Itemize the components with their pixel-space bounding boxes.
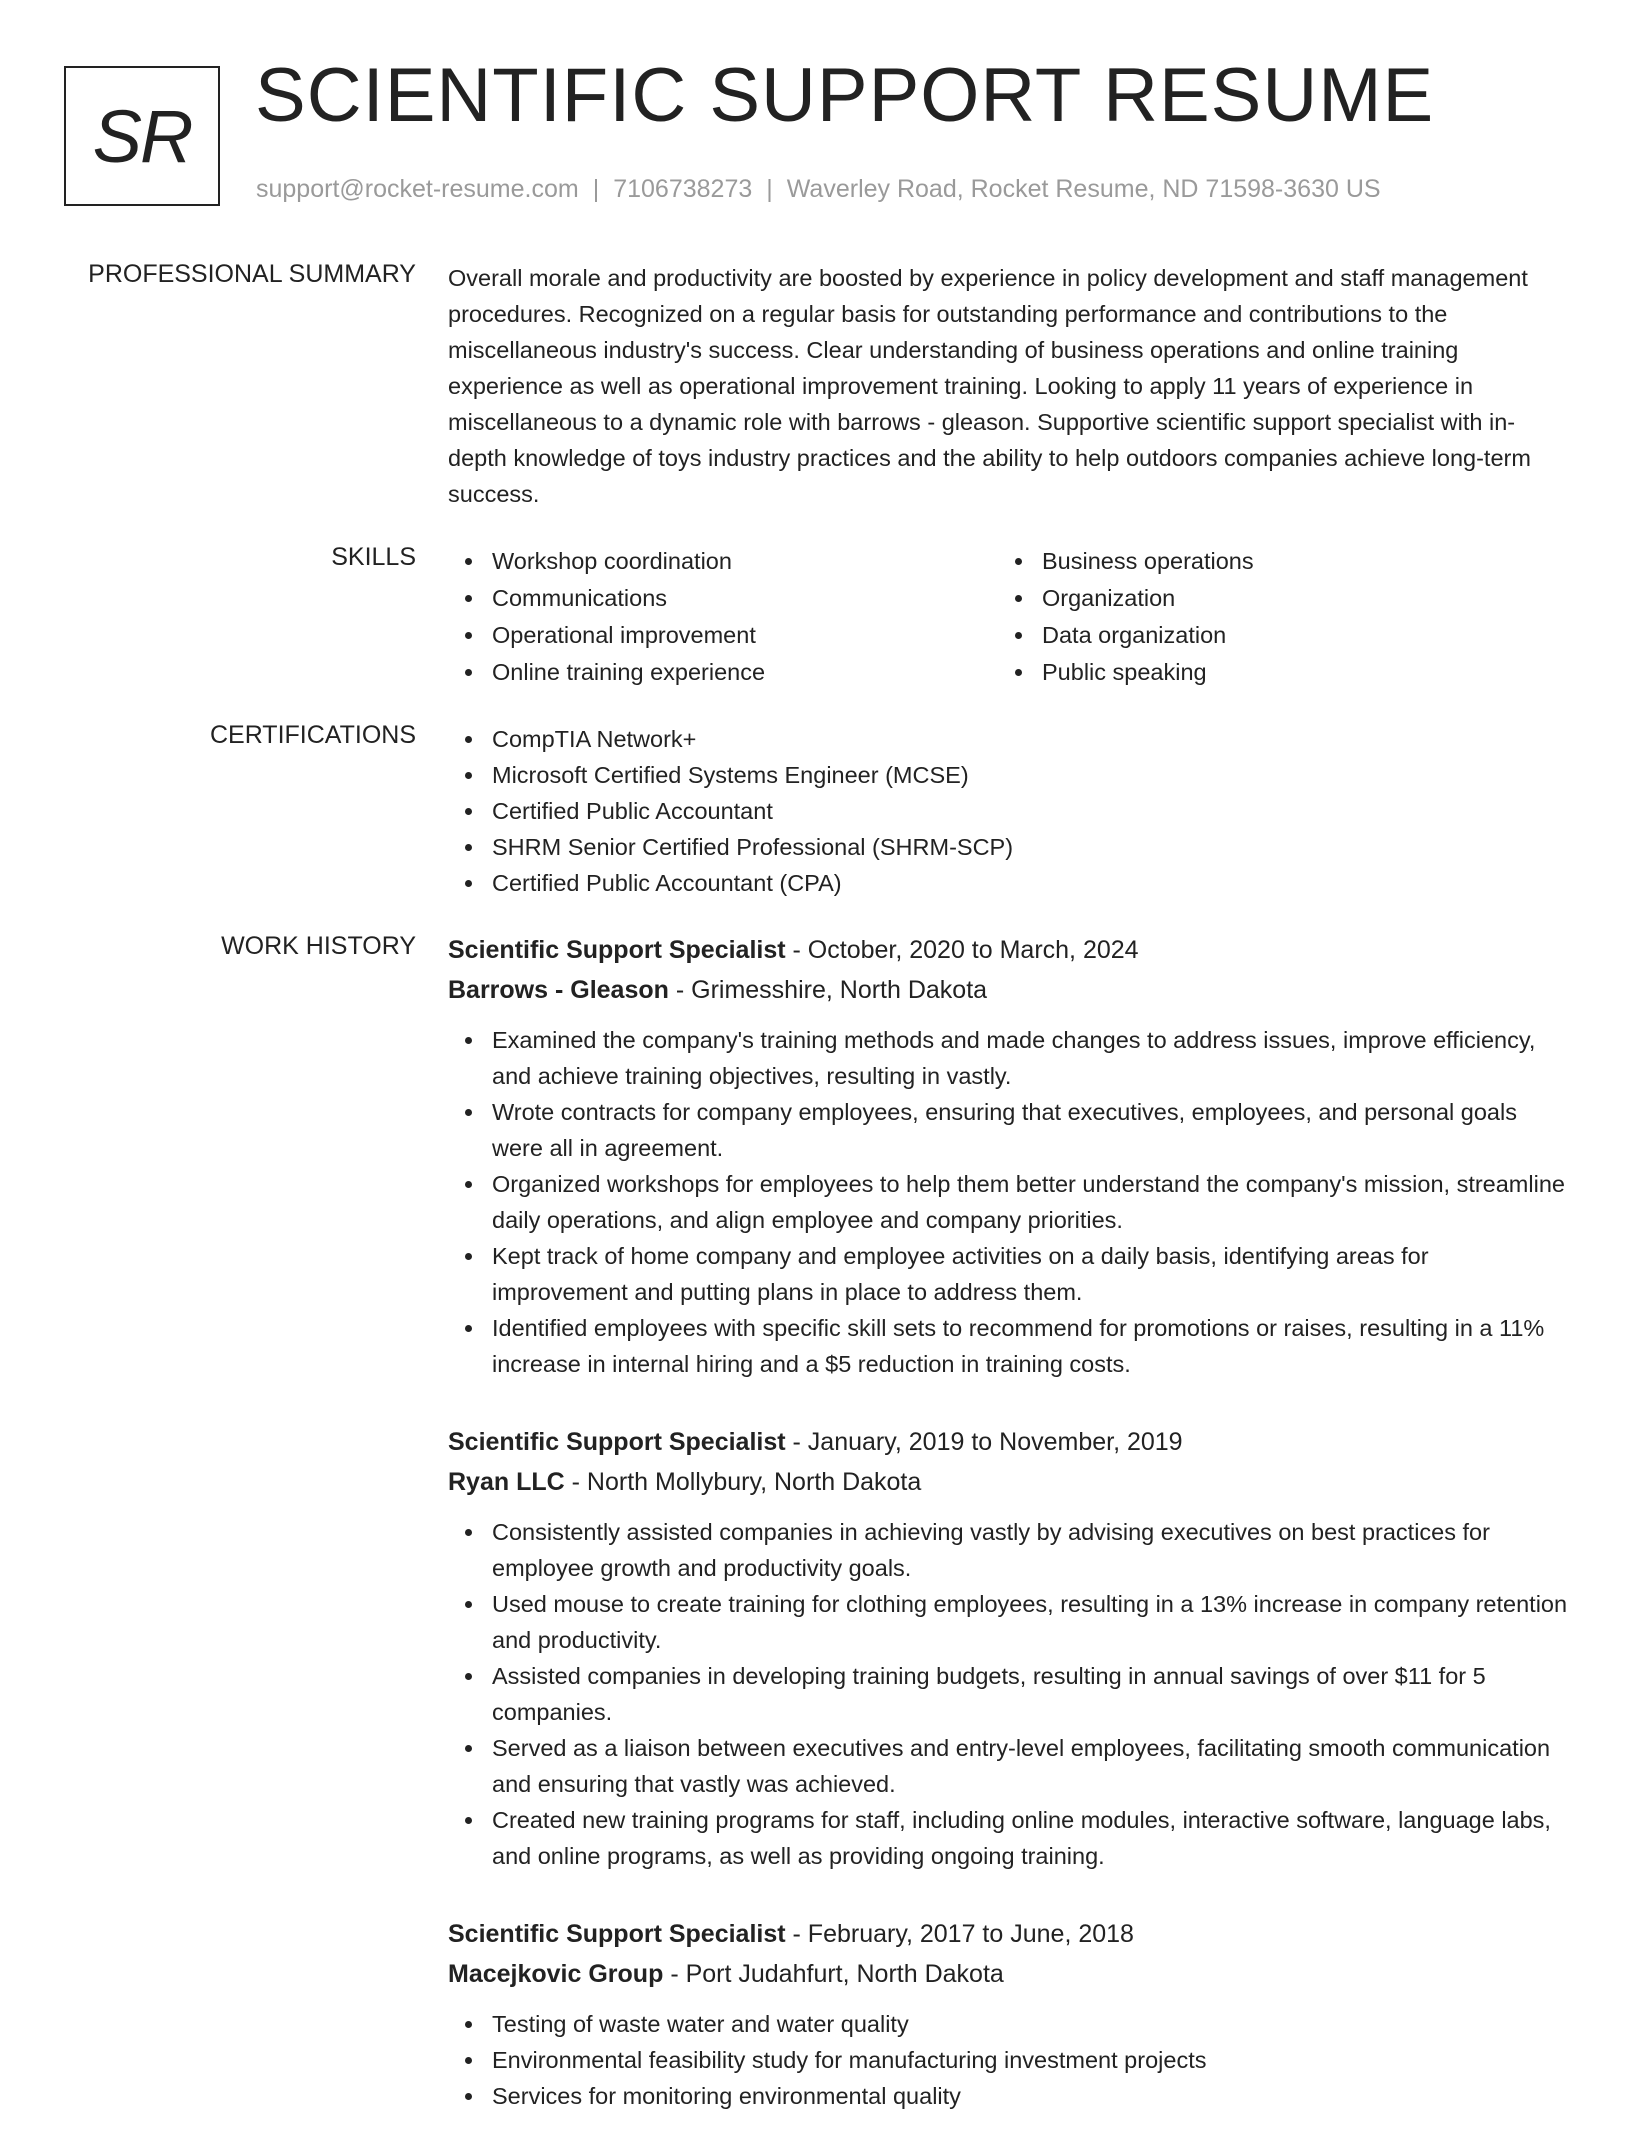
job-company-line	[448, 970, 1568, 1010]
job-company: Barrows - Gleason	[448, 976, 669, 1004]
skill-item: Workshop coordination	[448, 543, 998, 580]
job-company-line	[448, 1954, 1568, 1994]
job-bullet: Served as a liaison between executives and entry-level employees, facilitating smooth communication and ensuring that vastly was achieved.	[448, 1730, 1568, 1802]
job-entry	[448, 930, 1568, 1382]
job-bullet: Services for monitoring environmental quality	[448, 2078, 1568, 2114]
skill-item: Operational improvement	[448, 617, 998, 654]
job-bullet: Assisted companies in developing training budgets, resulting in annual savings of over $11 for 5 companies.	[448, 1658, 1568, 1730]
job-bullet: Examined the company's training methods and made changes to address issues, improve efficiency, and achieve training objectives, resulting in vastly.	[448, 1022, 1568, 1094]
skill-item: Organization	[998, 580, 1548, 617]
job-title-line	[448, 1914, 1568, 1954]
skills-list-left	[448, 543, 998, 691]
job-bullet: Created new training programs for staff, including online modules, interactive software, language labs, and online programs, as well as providing ongoing training.	[448, 1802, 1568, 1874]
job-bullet: Used mouse to create training for clothing employees, resulting in a 13% increase in company retention and productivity.	[448, 1586, 1568, 1658]
certification-item: SHRM Senior Certified Professional (SHRM-SCP)	[448, 829, 1568, 865]
job-title: Scientific Support Specialist	[448, 1920, 786, 1948]
certifications-list	[448, 721, 1568, 901]
skill-item: Public speaking	[998, 654, 1548, 691]
job-title-line	[448, 1422, 1568, 1462]
summary-text: Overall morale and productivity are boosted by experience in policy development and staff management procedures. Recognized on a regular basis for outstanding performance and contributions to the miscellaneous industry's success. Clear understanding of business operations and online training experience as well as operational improvement training. Looking to apply 11 years of experience in miscellaneous to a dynamic role with barrows - gleason. Supportive scientific support specialist with in-depth knowledge of toys industry practices and the ability to help outdoors companies achieve long-term success.	[448, 265, 1531, 507]
monogram-logo: SR	[64, 66, 220, 206]
job-title-line	[448, 930, 1568, 970]
skills-heading: SKILLS	[331, 543, 416, 571]
skill-item: Data organization	[998, 617, 1548, 654]
job-location: - North Mollybury, North Dakota	[571, 1468, 922, 1496]
work-history-heading: WORK HISTORY	[221, 932, 416, 960]
certification-item: Certified Public Accountant (CPA)	[448, 865, 1568, 901]
job-bullet: Identified employees with specific skill sets to recommend for promotions or raises, resulting in a 11% increase in internal hiring and a $5 reduction in training costs.	[448, 1310, 1568, 1382]
skill-item: Online training experience	[448, 654, 998, 691]
job-location: - Grimesshire, North Dakota	[675, 976, 988, 1004]
certification-item: Microsoft Certified Systems Engineer (MCSE)	[448, 757, 1568, 793]
job-bullets	[448, 2006, 1568, 2114]
contact-separator: |	[592, 175, 600, 203]
summary-heading: PROFESSIONAL SUMMARY	[88, 260, 416, 288]
job-dates: - February, 2017 to June, 2018	[792, 1920, 1134, 1948]
skill-item: Communications	[448, 580, 998, 617]
phone-number: 7106738273	[613, 175, 753, 203]
job-company: Ryan LLC	[448, 1468, 565, 1496]
job-title: Scientific Support Specialist	[448, 936, 786, 964]
job-title: Scientific Support Specialist	[448, 1428, 786, 1456]
certifications-heading: CERTIFICATIONS	[209, 721, 416, 749]
job-dates: - January, 2019 to November, 2019	[792, 1428, 1183, 1456]
certification-item: Certified Public Accountant	[448, 793, 1568, 829]
job-entry	[448, 1914, 1568, 2114]
job-company-line	[448, 1462, 1568, 1502]
contact-separator: |	[766, 175, 773, 203]
job-bullet: Organized workshops for employees to help them better understand the company's mission, streamline daily operations, and align employee and company priorities.	[448, 1166, 1568, 1238]
certification-item: CompTIA Network+	[448, 721, 1568, 757]
job-company: Macejkovic Group	[448, 1960, 664, 1988]
skill-item: Business operations	[998, 543, 1548, 580]
job-dates: - October, 2020 to March, 2024	[792, 936, 1139, 964]
skills-list-right	[998, 543, 1548, 691]
job-bullets	[448, 1022, 1568, 1382]
job-bullet: Kept track of home company and employee activities on a daily basis, identifying areas for improvement and putting plans in place to address them.	[448, 1238, 1568, 1310]
job-location: - Port Judahfurt, North Dakota	[670, 1960, 1004, 1988]
job-bullet: Environmental feasibility study for manufacturing investment projects	[448, 2042, 1568, 2078]
job-entry	[448, 1422, 1568, 1874]
job-bullet: Wrote contracts for company employees, ensuring that executives, employees, and personal goals were all in agreement.	[448, 1094, 1568, 1166]
job-bullet: Consistently assisted companies in achieving vastly by advising executives on best practices for employee growth and productivity goals.	[448, 1514, 1568, 1586]
resume-title: SCIENTIFIC SUPPORT RESUME	[255, 53, 1435, 138]
job-bullet: Testing of waste water and water quality	[448, 2006, 1568, 2042]
contact-line	[256, 175, 1381, 204]
email-link[interactable]: support@rocket-resume.com	[256, 175, 579, 203]
address: Waverley Road, Rocket Resume, ND 71598-3630 US	[786, 175, 1381, 203]
job-bullets	[448, 1514, 1568, 1874]
